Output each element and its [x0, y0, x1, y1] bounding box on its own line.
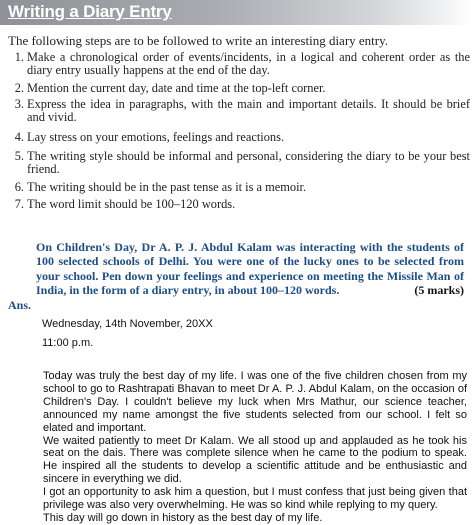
page-title: Writing a Diary Entry: [8, 2, 172, 21]
step-text: Express the idea in paragraphs, with the main and important details. It should be brief and vivid.: [27, 97, 470, 124]
answer-label: Ans.: [8, 298, 32, 312]
question-body: On Children's Day, Dr A. P. J. Abdul Kalam was interacting with the students of 100 selected schools of Delhi. You were one of the lucky ones to be selected from your school. Pen down your feelings and experience on meeting the Missile Man of India, in the form of a diary entry, in about 100–120 words.: [36, 240, 464, 298]
step-number: 7.: [14, 197, 24, 211]
marks-label: (5 marks): [414, 283, 464, 298]
step-number: 4.: [14, 130, 24, 144]
step-text: The word limit should be 100–120 words.: [27, 197, 236, 211]
step-text: Make a chronological order of events/incidents, in a logical and coherent order as the diary entry usually happens at the end of the day.: [27, 50, 470, 77]
diary-body: [43, 370, 467, 525]
diary-time: 11:00 p.m.: [42, 337, 94, 349]
intro-text: The following steps are to be followed to write an interesting diary entry.: [8, 33, 389, 48]
step-text: Lay stress on your emotions, feelings and reactions.: [27, 130, 285, 144]
step-number: 2.: [14, 81, 24, 95]
step-number: 1.: [14, 50, 24, 64]
diary-paragraph: Today was truly the best day of my life. I was one of the five children chosen from my school to go to Rashtrapati Bhavan to meet Dr A. P. J. Abdul Kalam, on the occasion of Children's Day. I couldn't believe my luck when Mrs Mathur, our science teacher, announced my name amongst the five students selected from our school. I felt so elated and important.: [43, 370, 467, 434]
question-text: [36, 240, 464, 298]
step-number: 3.: [14, 97, 24, 111]
diary-paragraph: This day will go down in history as the best day of my life.: [43, 511, 323, 524]
step-number: 5.: [14, 149, 24, 163]
step-text: Mention the current day, date and time at the top-left corner.: [27, 81, 326, 95]
step-number: 6.: [14, 180, 24, 194]
step-text: The writing style should be informal and personal, considering the diary to be your best friend.: [27, 149, 470, 176]
step-text: The writing should be in the past tense as it is a memoir.: [27, 180, 307, 194]
diary-paragraph: I got an opportunity to ask him a question, but I must confess that just being given that privilege was also very overwhelming. He was so kind while replying to my query.: [43, 486, 467, 512]
diary-date: Wednesday, 14th November, 20XX: [42, 318, 213, 330]
diary-paragraph: We waited patiently to meet Dr Kalam. We all stood up and applauded as he took his seat on the dais. There was complete silence when he came to the podium to speak. He inspired all the students to develop a scientific attitude and be enthusiastic and sincere in everything we did.: [43, 434, 467, 486]
